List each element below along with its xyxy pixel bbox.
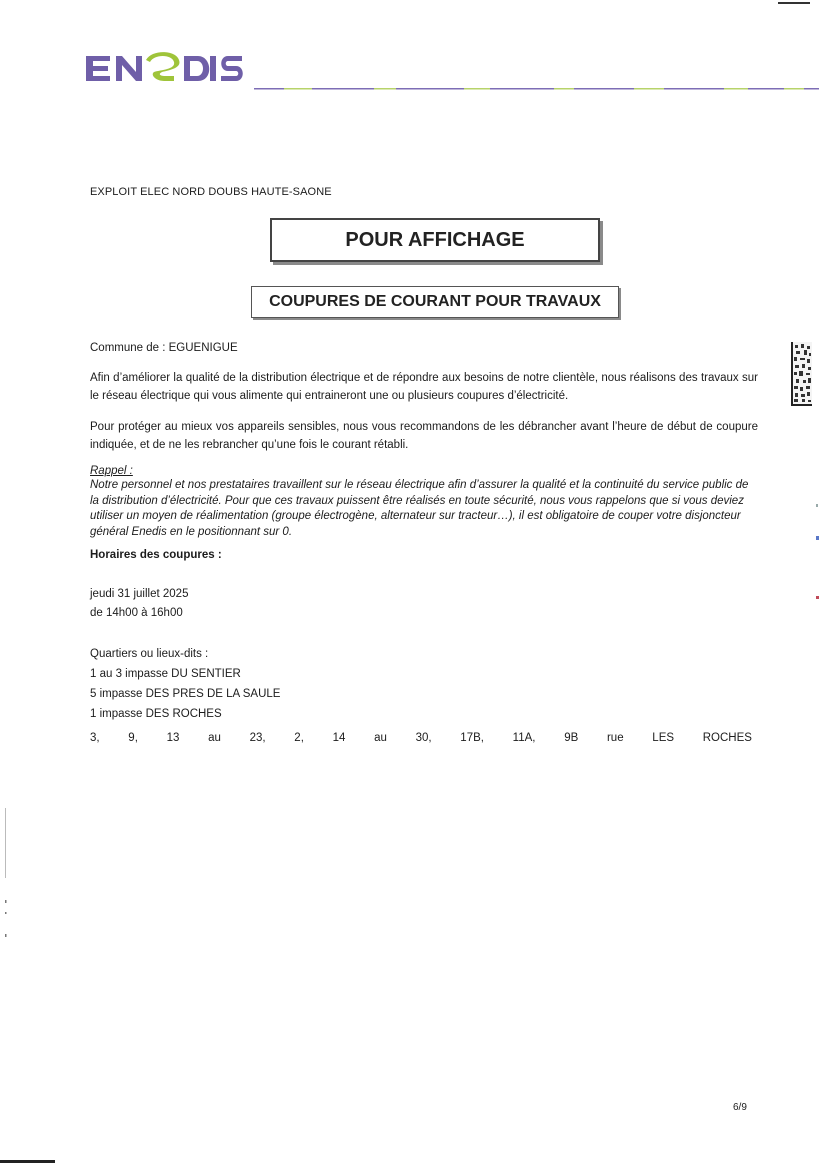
street-token: LES [652,732,675,744]
address-line: 1 impasse DES ROCHES [90,708,222,720]
rappel-title: Rappel [90,465,127,477]
org-unit: EXPLOIT ELEC NORD DOUBS HAUTE-SAONE [90,186,332,198]
street-address-line [90,729,752,747]
header-rule [254,78,819,82]
intro-paragraph: Afin d’améliorer la qualité de la distribution électrique et de répondre aux besoins de notre clientèle, nous réalisons des travaux sur le réseau électrique qui vous alimente qui entraineront une ou plusieurs coupures d’électricité. [90,372,758,402]
scan-mark [816,504,818,507]
street-token: 23, [249,732,266,744]
banner-coupures: COUPURES DE COURANT POUR TRAVAUX [251,286,619,318]
street-token: au [208,732,221,744]
rappel-text: Notre personnel et nos prestataires travaillent sur le réseau électrique afin d’assurer la qualité et la continuité du service public de la distribution d’électricité. Pour que ces travaux puissent être réalisés en toute sécurité, nous vous rappelons que si vous deviez utiliser un moyen de réalimentation (groupe électrogène, alternateur sur tracteur…), il est obligatoire de couper votre disjoncteur général Enedis en le positionnant sur 0. [90,479,749,538]
street-token: 3, [90,732,100,744]
street-token: au [374,732,387,744]
datamatrix-code [791,342,812,406]
scan-mark-bottom [0,1160,55,1163]
street-token: 17B, [460,732,484,744]
street-token: 9, [128,732,138,744]
protect-paragraph: Pour protéger au mieux vos appareils sensibles, nous vous recommandons de les débrancher avant l’heure de début de coupure indiquée, et de ne les rebrancher qu’une fois le courant rétabli. [90,421,758,451]
banner-pour-affichage: POUR AFFICHAGE [270,218,600,262]
street-token: 14 [332,732,346,744]
scan-mark [816,596,819,599]
address-line: 5 impasse DES PRES DE LA SAULE [90,688,281,700]
schedule-date: jeudi 31 juillet 2025 [90,588,189,600]
commune-line: Commune de : EGUENIGUE [90,342,238,354]
scan-mark-top [778,2,810,4]
address-line: 1 au 3 impasse DU SENTIER [90,668,241,680]
street-token: ROCHES [702,732,752,744]
schedule-time: de 14h00 à 16h00 [90,607,183,619]
street-token: 11A, [512,732,536,744]
street-token: 30, [415,732,432,744]
margin-scan-note [2,808,10,938]
schedule-heading: Horaires des coupures : [90,549,222,561]
page-number: 6/9 [733,1102,747,1113]
rappel-colon: : [126,465,133,477]
street-token: 9B [564,732,579,744]
street-token: 13 [166,732,180,744]
street-token: 2, [294,732,304,744]
enedis-logo [84,50,244,86]
scan-mark [816,536,819,540]
street-token: rue [606,732,624,744]
locations-heading: Quartiers ou lieux-dits : [90,648,209,660]
